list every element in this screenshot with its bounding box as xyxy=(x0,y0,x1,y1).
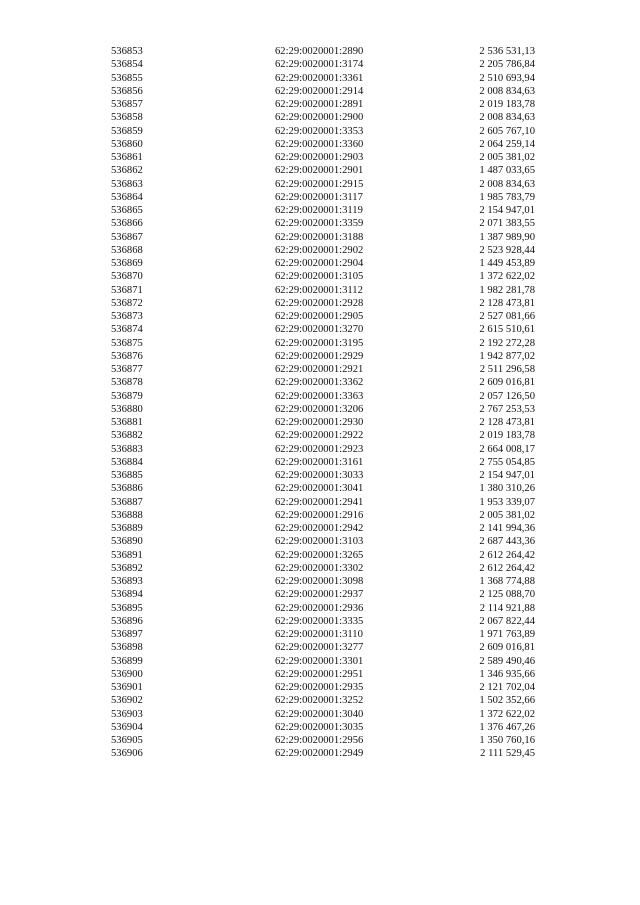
cadastral-value: 2 664 008,17 xyxy=(479,443,535,455)
cadastral-number: 62:29:0020001:2921 xyxy=(275,364,364,375)
table-row xyxy=(0,694,640,707)
table-row xyxy=(0,509,640,522)
cadastral-number: 62:29:0020001:2904 xyxy=(275,258,364,269)
cadastral-value: 2 605 767,10 xyxy=(479,125,535,137)
row-id: 536865 xyxy=(111,205,143,216)
row-id: 536891 xyxy=(111,549,143,561)
cadastral-value: 2 111 529,45 xyxy=(480,748,535,760)
cadastral-number: 62:29:0020001:2902 xyxy=(275,244,364,256)
cadastral-number: 62:29:0020001:2923 xyxy=(275,443,364,455)
row-id: 536900 xyxy=(111,668,143,680)
cadastral-value: 2 141 994,36 xyxy=(479,523,535,534)
table-row xyxy=(0,734,640,747)
cadastral-number: 62:29:0020001:3353 xyxy=(275,125,364,137)
cadastral-number: 62:29:0020001:3033 xyxy=(275,470,364,481)
row-id: 536890 xyxy=(111,536,143,548)
row-id: 536894 xyxy=(111,589,143,601)
table-row xyxy=(0,535,640,548)
row-id: 536876 xyxy=(111,350,143,362)
cadastral-value: 1 376 467,26 xyxy=(479,721,535,733)
cadastral-number: 62:29:0020001:2905 xyxy=(275,311,364,322)
table-row xyxy=(0,363,640,376)
cadastral-value: 2 128 473,81 xyxy=(479,417,535,428)
cadastral-number: 62:29:0020001:3270 xyxy=(275,324,364,336)
cadastral-number: 62:29:0020001:3335 xyxy=(275,615,364,627)
cadastral-number: 62:29:0020001:3117 xyxy=(275,191,363,203)
cadastral-number: 62:29:0020001:2929 xyxy=(275,350,364,362)
row-id: 536897 xyxy=(111,629,143,640)
row-id: 536858 xyxy=(111,112,143,124)
row-id: 536866 xyxy=(111,218,143,230)
cadastral-value: 2 612 264,42 xyxy=(479,562,535,574)
cadastral-value: 2 192 272,28 xyxy=(479,337,535,349)
table-row xyxy=(0,85,640,98)
cadastral-value: 1 502 352,66 xyxy=(479,695,535,707)
table-row xyxy=(0,45,640,58)
cadastral-value: 1 368 774,88 xyxy=(479,576,535,587)
cadastral-number: 62:29:0020001:3359 xyxy=(275,218,364,230)
table-row xyxy=(0,337,640,350)
table-row xyxy=(0,323,640,336)
cadastral-value: 1 380 310,26 xyxy=(479,483,535,495)
row-id: 536883 xyxy=(111,443,143,455)
cadastral-number: 62:29:0020001:3119 xyxy=(275,205,363,216)
table-row xyxy=(0,72,640,85)
row-id: 536872 xyxy=(111,297,143,309)
table-row xyxy=(0,376,640,389)
table-row xyxy=(0,297,640,310)
row-id: 536899 xyxy=(111,655,143,667)
cadastral-value: 1 372 622,02 xyxy=(479,708,535,720)
cadastral-number: 62:29:0020001:3361 xyxy=(275,72,364,84)
row-id: 536884 xyxy=(111,456,143,468)
cadastral-number: 62:29:0020001:3098 xyxy=(275,576,364,587)
row-id: 536887 xyxy=(111,496,143,508)
cadastral-number: 62:29:0020001:2928 xyxy=(275,297,364,309)
cadastral-number: 62:29:0020001:2951 xyxy=(275,668,364,680)
cadastral-value: 2 121 702,04 xyxy=(479,682,535,693)
cadastral-value: 2 510 693,94 xyxy=(479,72,535,84)
cadastral-number: 62:29:0020001:2900 xyxy=(275,112,364,124)
cadastral-number: 62:29:0020001:3035 xyxy=(275,721,364,733)
cadastral-value: 1 449 453,89 xyxy=(479,258,535,269)
table-row xyxy=(0,562,640,575)
cadastral-value: 2 008 834,63 xyxy=(479,85,535,97)
cadastral-value: 2 064 259,14 xyxy=(479,138,535,150)
cadastral-value: 2 205 786,84 xyxy=(479,59,535,71)
cadastral-number: 62:29:0020001:2901 xyxy=(275,165,364,177)
row-id: 536882 xyxy=(111,430,143,442)
cadastral-value: 2 114 921,88 xyxy=(479,602,535,614)
table-row xyxy=(0,681,640,694)
cadastral-number: 62:29:0020001:2935 xyxy=(275,682,364,693)
cadastral-value: 2 536 531,13 xyxy=(479,46,535,57)
table-row xyxy=(0,416,640,429)
cadastral-value: 1 387 989,90 xyxy=(479,231,535,243)
cadastral-number: 62:29:0020001:3161 xyxy=(275,456,364,468)
row-id: 536888 xyxy=(111,509,143,521)
table-row xyxy=(0,747,640,760)
cadastral-value: 1 982 281,78 xyxy=(479,284,535,296)
cadastral-number: 62:29:0020001:2914 xyxy=(275,85,364,97)
row-id: 536874 xyxy=(111,324,143,336)
cadastral-number: 62:29:0020001:2942 xyxy=(275,523,364,534)
cadastral-number: 62:29:0020001:2891 xyxy=(275,99,364,110)
table-row xyxy=(0,390,640,403)
row-id: 536861 xyxy=(111,152,143,163)
cadastral-value: 2 008 834,63 xyxy=(479,178,535,190)
row-id: 536867 xyxy=(111,231,143,243)
row-id: 536855 xyxy=(111,72,143,84)
cadastral-value: 1 942 877,02 xyxy=(479,350,535,362)
table-row xyxy=(0,125,640,138)
row-id: 536875 xyxy=(111,337,143,349)
cadastral-number: 62:29:0020001:3302 xyxy=(275,562,364,574)
cadastral-number: 62:29:0020001:3252 xyxy=(275,695,364,707)
row-id: 536877 xyxy=(111,364,143,375)
cadastral-number: 62:29:0020001:3040 xyxy=(275,708,364,720)
cadastral-number: 62:29:0020001:3206 xyxy=(275,403,364,415)
row-id: 536904 xyxy=(111,721,143,733)
cadastral-number: 62:29:0020001:2956 xyxy=(275,735,364,746)
row-id: 536893 xyxy=(111,576,143,587)
table-row xyxy=(0,204,640,217)
row-id: 536856 xyxy=(111,85,143,97)
cadastral-value: 2 019 183,78 xyxy=(479,430,535,442)
cadastral-value: 1 953 339,07 xyxy=(479,496,535,508)
table-row xyxy=(0,522,640,535)
row-id: 536880 xyxy=(111,403,143,415)
cadastral-number: 62:29:0020001:2941 xyxy=(275,496,364,508)
cadastral-value: 2 609 016,81 xyxy=(479,377,535,389)
row-id: 536868 xyxy=(111,244,143,256)
cadastral-value: 2 609 016,81 xyxy=(479,642,535,654)
cadastral-value: 2 615 510,61 xyxy=(479,324,535,336)
cadastral-value: 2 008 834,63 xyxy=(479,112,535,124)
table-row xyxy=(0,482,640,495)
table-row xyxy=(0,284,640,297)
table-row xyxy=(0,469,640,482)
cadastral-number: 62:29:0020001:2949 xyxy=(275,748,364,760)
cadastral-value: 2 523 928,44 xyxy=(479,244,535,256)
row-id: 536886 xyxy=(111,483,143,495)
row-id: 536902 xyxy=(111,695,143,707)
cadastral-value: 2 589 490,46 xyxy=(479,655,535,667)
row-id: 536895 xyxy=(111,602,143,614)
cadastral-number: 62:29:0020001:3110 xyxy=(275,629,363,640)
row-id: 536903 xyxy=(111,708,143,720)
cadastral-number: 62:29:0020001:2890 xyxy=(275,46,364,57)
table-row xyxy=(0,138,640,151)
cadastral-value: 2 067 822,44 xyxy=(479,615,535,627)
row-id: 536860 xyxy=(111,138,143,150)
row-id: 536859 xyxy=(111,125,143,137)
cadastral-number: 62:29:0020001:3265 xyxy=(275,549,364,561)
table-row xyxy=(0,588,640,601)
table-row xyxy=(0,111,640,124)
table-row xyxy=(0,191,640,204)
cadastral-number: 62:29:0020001:3103 xyxy=(275,536,364,548)
cadastral-value: 1 346 935,66 xyxy=(479,668,535,680)
cadastral-value: 2 128 473,81 xyxy=(479,297,535,309)
cadastral-value: 1 971 763,89 xyxy=(479,629,535,640)
table-row xyxy=(0,575,640,588)
table-row xyxy=(0,549,640,562)
table-row xyxy=(0,257,640,270)
table-row xyxy=(0,456,640,469)
cadastral-number: 62:29:0020001:3195 xyxy=(275,337,364,349)
row-id: 536878 xyxy=(111,377,143,389)
cadastral-value: 2 511 296,58 xyxy=(479,364,535,375)
cadastral-value: 1 487 033,65 xyxy=(479,165,535,177)
row-id: 536906 xyxy=(111,748,143,760)
table-row xyxy=(0,151,640,164)
row-id: 536869 xyxy=(111,258,143,269)
row-id: 536901 xyxy=(111,682,143,693)
cadastral-number: 62:29:0020001:2930 xyxy=(275,417,364,428)
table-row xyxy=(0,178,640,191)
cadastral-value: 2 071 383,55 xyxy=(479,218,535,230)
cadastral-number: 62:29:0020001:3041 xyxy=(275,483,364,495)
row-id: 536905 xyxy=(111,735,143,746)
cadastral-number: 62:29:0020001:2915 xyxy=(275,178,364,190)
row-id: 536881 xyxy=(111,417,143,428)
table-row xyxy=(0,231,640,244)
cadastral-value: 2 057 126,50 xyxy=(479,390,535,402)
row-id: 536863 xyxy=(111,178,143,190)
cadastral-number: 62:29:0020001:2916 xyxy=(275,509,364,521)
row-id: 536873 xyxy=(111,311,143,322)
row-id: 536864 xyxy=(111,191,143,203)
cadastral-value: 2 767 253,53 xyxy=(479,403,535,415)
cadastral-value: 1 985 783,79 xyxy=(479,191,535,203)
cadastral-number: 62:29:0020001:3174 xyxy=(275,59,364,71)
cadastral-number: 62:29:0020001:2903 xyxy=(275,152,364,163)
row-id: 536854 xyxy=(111,59,143,71)
data-table xyxy=(0,45,640,761)
cadastral-value: 2 154 947,01 xyxy=(479,470,535,481)
table-row xyxy=(0,350,640,363)
table-row xyxy=(0,244,640,257)
table-row xyxy=(0,602,640,615)
row-id: 536871 xyxy=(111,284,143,296)
cadastral-number: 62:29:0020001:3362 xyxy=(275,377,364,389)
row-id: 536885 xyxy=(111,470,143,481)
row-id: 536870 xyxy=(111,271,143,283)
cadastral-number: 62:29:0020001:2936 xyxy=(275,602,364,614)
row-id: 536896 xyxy=(111,615,143,627)
table-row xyxy=(0,217,640,230)
cadastral-value: 1 372 622,02 xyxy=(479,271,535,283)
row-id: 536857 xyxy=(111,99,143,110)
table-row xyxy=(0,310,640,323)
table-row xyxy=(0,270,640,283)
cadastral-value: 2 019 183,78 xyxy=(479,99,535,110)
table-row xyxy=(0,668,640,681)
row-id: 536879 xyxy=(111,390,143,402)
table-row xyxy=(0,655,640,668)
cadastral-value: 2 755 054,85 xyxy=(479,456,535,468)
cadastral-value: 2 612 264,42 xyxy=(479,549,535,561)
row-id: 536889 xyxy=(111,523,143,534)
cadastral-number: 62:29:0020001:2937 xyxy=(275,589,364,601)
table-row xyxy=(0,403,640,416)
cadastral-value: 2 005 381,02 xyxy=(479,152,535,163)
cadastral-value: 2 687 443,36 xyxy=(479,536,535,548)
row-id: 536862 xyxy=(111,165,143,177)
table-row xyxy=(0,496,640,509)
cadastral-value: 2 005 381,02 xyxy=(479,509,535,521)
cadastral-number: 62:29:0020001:3105 xyxy=(275,271,364,283)
cadastral-number: 62:29:0020001:3363 xyxy=(275,390,364,402)
cadastral-value: 2 527 081,66 xyxy=(479,311,535,322)
row-id: 536892 xyxy=(111,562,143,574)
table-row xyxy=(0,164,640,177)
table-row xyxy=(0,98,640,111)
cadastral-number: 62:29:0020001:3188 xyxy=(275,231,364,243)
cadastral-number: 62:29:0020001:3360 xyxy=(275,138,364,150)
table-row xyxy=(0,429,640,442)
table-row xyxy=(0,641,640,654)
cadastral-number: 62:29:0020001:2922 xyxy=(275,430,364,442)
cadastral-value: 2 154 947,01 xyxy=(479,205,535,216)
table-row xyxy=(0,708,640,721)
cadastral-number: 62:29:0020001:3277 xyxy=(275,642,364,654)
table-row xyxy=(0,628,640,641)
cadastral-value: 1 350 760,16 xyxy=(479,735,535,746)
table-row xyxy=(0,443,640,456)
table-row xyxy=(0,721,640,734)
table-row xyxy=(0,615,640,628)
row-id: 536898 xyxy=(111,642,143,654)
cadastral-number: 62:29:0020001:3112 xyxy=(275,284,363,296)
row-id: 536853 xyxy=(111,46,143,57)
table-row xyxy=(0,58,640,71)
cadastral-value: 2 125 088,70 xyxy=(479,589,535,601)
cadastral-number: 62:29:0020001:3301 xyxy=(275,655,364,667)
